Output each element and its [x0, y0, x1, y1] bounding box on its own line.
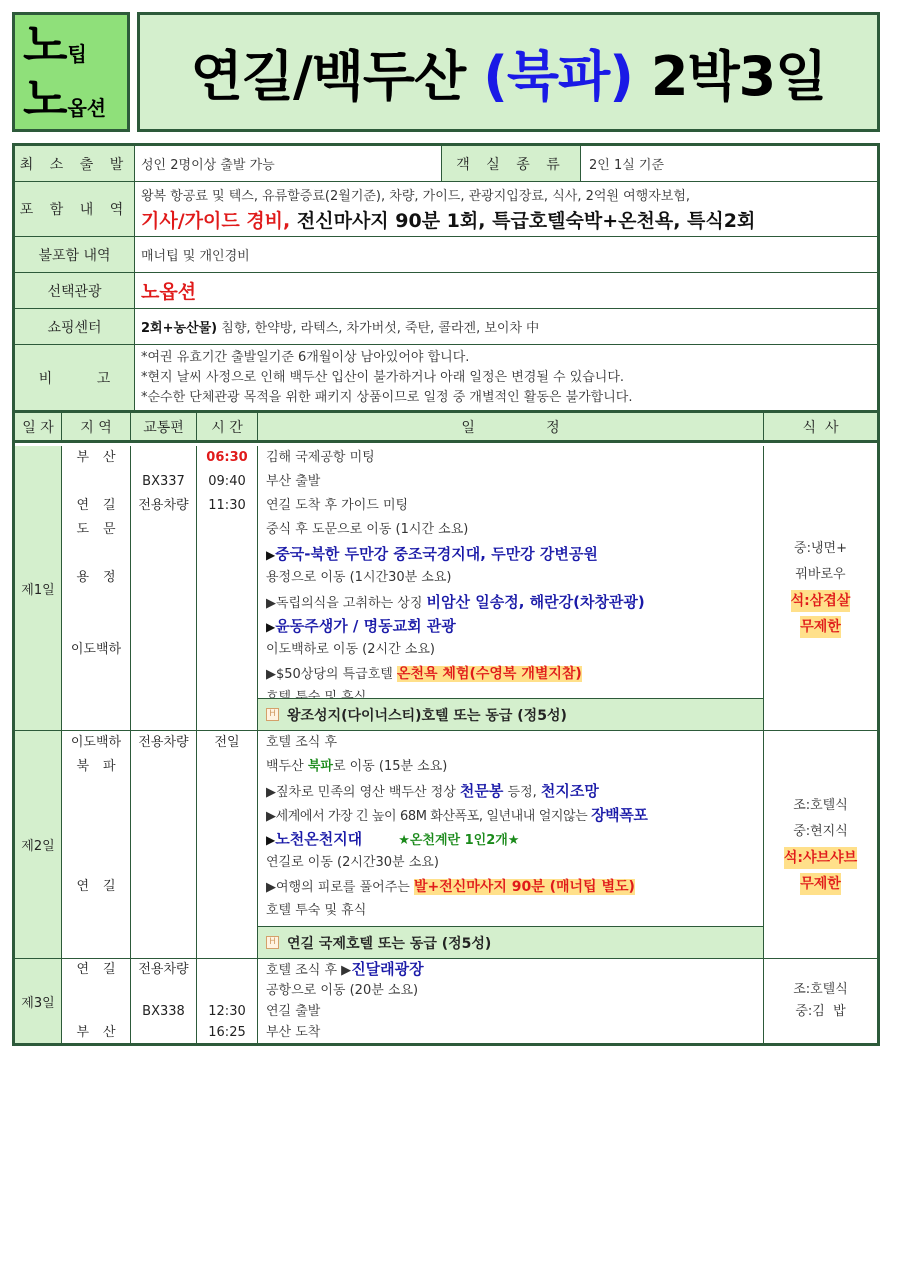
- info-row-included: [15, 182, 877, 237]
- hotel-name: 왕조성지(다이너스티)호텔 또는 동급 (정5성): [287, 707, 567, 724]
- time-value: 전일: [214, 735, 240, 750]
- attraction-name: 천지조망: [540, 782, 599, 800]
- note-line: *현지 날씨 사정으로 인해 백두산 입산이 불가하거나 아래 일정은 변경될 수 있습니다.: [141, 370, 625, 385]
- transport-item: [131, 980, 196, 1001]
- itinerary-item: [258, 875, 763, 899]
- itinerary-item: [258, 803, 763, 827]
- itinerary-text: ▶독립의식을 고취하는 상징: [266, 596, 427, 611]
- value-included: [135, 182, 877, 236]
- meal-cell: [764, 446, 877, 730]
- region-name: [62, 470, 130, 494]
- note-line: *여권 유효기간 출발일기준 6개월이상 남아있어야 합니다.: [141, 350, 470, 365]
- title-banner: [137, 12, 880, 132]
- day-label: 제1일: [15, 446, 62, 730]
- label-notes: 비 고: [15, 345, 135, 411]
- region-name: [62, 1001, 130, 1022]
- time-value: [197, 959, 257, 980]
- itinerary-item: [258, 779, 763, 803]
- schedule-header: [15, 413, 877, 443]
- label-excluded: 불포함 내역: [15, 237, 135, 272]
- flight-number: BX338: [142, 1004, 185, 1019]
- itinerary-item: 이도백하로 이동 (2시간 소요): [266, 642, 435, 657]
- time-value: 06:30: [206, 450, 248, 465]
- itinerary-text: ▶$50상당의 특급호텔: [266, 667, 397, 682]
- region-name: 이도백하: [70, 642, 122, 657]
- transport-item: 전용차량: [138, 498, 189, 513]
- label-optional: 선택관광: [15, 273, 135, 308]
- itinerary-cell: [258, 959, 764, 1043]
- value-optional: 노옵션: [141, 281, 197, 303]
- meal-cell: [764, 959, 877, 1043]
- itinerary-item: [258, 662, 763, 686]
- itinerary-text: 등정,: [503, 785, 541, 800]
- attraction-name: 장백폭포: [591, 806, 648, 824]
- logo-small-text: 옵션: [67, 96, 107, 120]
- meal-item: 중:김 밥: [795, 1004, 846, 1019]
- itinerary-item: 호텔 투숙 및 휴식: [266, 903, 367, 918]
- included-line-2: [141, 206, 871, 233]
- label-shopping: 쇼핑센터: [15, 309, 135, 344]
- time-value: 11:30: [208, 498, 246, 513]
- day-row-3: [15, 959, 877, 1043]
- meal-item: 조:호텔식: [793, 797, 848, 813]
- logo-big-text: 노: [23, 72, 66, 126]
- label-room-type: 객 실 종 류: [441, 146, 581, 181]
- transport-item: 전용차량: [138, 962, 189, 977]
- region-name: 이도백하: [70, 735, 122, 750]
- region-name: 북파: [76, 759, 130, 774]
- transport-item: [131, 446, 196, 470]
- shopping-list: 침향, 한약방, 라텍스, 차가버섯, 죽탄, 콜라겐, 보이차 中: [221, 321, 540, 336]
- meal-cell: [764, 731, 877, 958]
- itinerary-cell: [258, 731, 764, 958]
- itinerary-item: [258, 755, 763, 779]
- itinerary-item: 김해 국제공항 미팅: [266, 450, 375, 465]
- shopping-count: 2회+농산물): [141, 321, 218, 336]
- region-name: [62, 779, 130, 803]
- region-name: [62, 614, 130, 638]
- attraction-name: 중국-북한 두만강 중조국경지대, 두만강 강변공원: [275, 545, 598, 563]
- logo-line-1: [23, 18, 127, 72]
- header-day: 일 자: [15, 413, 62, 440]
- included-bold-text: 전신마사지 90분 1회, 특급호텔숙박+온천욕, 특식2회: [296, 210, 756, 232]
- included-line-1: 왕복 항공료 및 텍스, 유류할증료(2월기준), 차량, 가이드, 관광지입장료, 식사, 2억원 여행자보험,: [141, 189, 691, 204]
- region-name: [62, 542, 130, 566]
- info-row-notes: [15, 345, 877, 411]
- value-room-type: 2인 1실 기준: [589, 158, 665, 173]
- region-cell: [62, 731, 131, 958]
- region-name: 연길: [76, 879, 130, 894]
- logo: [12, 12, 130, 132]
- info-row-optional: [15, 273, 877, 309]
- highlight-text: 발+전신마사지 90분 (매너팁 별도): [413, 879, 635, 895]
- meal-highlight: 무제한: [800, 873, 841, 895]
- itinerary-text: 백두산: [266, 759, 308, 774]
- title-duration: 2박3일: [650, 44, 827, 108]
- region-name: [62, 980, 130, 1001]
- transport-item: [131, 1022, 196, 1043]
- itinerary-item: 연길 도착 후 가이드 미팅: [266, 498, 409, 513]
- region-cell: [62, 446, 131, 730]
- itinerary-item: 연길 출발: [266, 1004, 321, 1019]
- label-included: 포 함 내 역: [15, 182, 135, 236]
- included-highlight: 기사/가이드 경비,: [141, 210, 291, 232]
- itinerary-item: 중식 후 도문으로 이동 (1시간 소요): [266, 522, 469, 537]
- header-itinerary: 일 정: [258, 413, 764, 440]
- region-name: 용정: [76, 570, 130, 585]
- transport-item: 전용차량: [138, 735, 189, 750]
- transport-cell: [131, 446, 197, 730]
- arrow-icon: ▶: [266, 548, 276, 562]
- attraction-name: 노천온천지대: [275, 830, 363, 848]
- transport-cell: [131, 959, 197, 1043]
- day-label: 제3일: [15, 959, 62, 1043]
- flight-number: BX337: [142, 474, 185, 489]
- value-excluded: 매너팁 및 개인경비: [141, 249, 250, 264]
- logo-line-2: [23, 72, 127, 126]
- itinerary-cell: [258, 446, 764, 730]
- info-row-excluded: [15, 237, 877, 273]
- meal-item: 중:현지식: [793, 823, 848, 839]
- time-cell: [197, 446, 258, 730]
- itinerary-text: ▶여행의 피로를 풀어주는: [266, 880, 414, 895]
- value-min-departure: 성인 2명이상 출발 가능: [141, 158, 275, 173]
- time-cell: [197, 731, 258, 958]
- logo-big-text: 노: [23, 18, 66, 72]
- title-destination: 연길/백두산: [190, 44, 466, 108]
- region-name: 부산: [76, 1025, 130, 1040]
- region-name: [62, 590, 130, 614]
- meal-highlight: 무제한: [800, 616, 841, 638]
- arrow-icon: ▶: [266, 833, 276, 847]
- itinerary-text: ▶세계에서 가장 긴 높이 68M 화산폭포, 일년내내 얼지않는: [266, 809, 592, 824]
- hotel-row: [258, 698, 763, 730]
- meal-highlight: 석:샤브샤브: [784, 847, 857, 869]
- header-region: 지 역: [62, 413, 131, 440]
- route-name: 북파: [307, 759, 333, 774]
- info-table: [12, 143, 880, 411]
- region-name: [62, 827, 130, 851]
- itinerary-text: 로 이동 (15분 소요): [332, 759, 448, 774]
- attraction-name: 윤동주생가 / 명동교회 관광: [275, 617, 456, 635]
- value-notes: [135, 345, 877, 411]
- itinerary-item: 연길로 이동 (2시간30분 소요): [266, 855, 439, 870]
- day-label: 제2일: [15, 731, 62, 958]
- schedule-table: [12, 410, 880, 1046]
- header-time: 시 간: [197, 413, 258, 440]
- note-line: *순수한 단체관광 목적을 위한 패키지 상품이므로 일정 중 개별적인 활동은 불가합니다.: [141, 390, 633, 405]
- region-name: [62, 803, 130, 827]
- time-value: 09:40: [208, 474, 246, 489]
- page-title: [191, 34, 827, 111]
- meal-item: 조:호텔식: [793, 982, 848, 997]
- itinerary-item: 호텔 조식 후: [266, 735, 338, 750]
- region-name: 연길: [76, 962, 130, 977]
- meal-highlight: 석:삼겹살: [791, 590, 851, 612]
- time-value: 16:25: [208, 1025, 246, 1040]
- header-transport: 교통편: [131, 413, 197, 440]
- hotel-icon: H: [266, 708, 279, 721]
- itinerary-text: 호텔 조식 후 ▶: [266, 963, 352, 978]
- hotel-name: 연길 국제호텔 또는 동급 (정5성): [287, 935, 492, 952]
- transport-cell: [131, 731, 197, 958]
- attraction-name: 비암산 일송정, 해란강(차창관광): [426, 593, 645, 611]
- time-value: 12:30: [208, 1004, 246, 1019]
- day-row-1: [15, 446, 877, 731]
- attraction-name: 천문봉: [459, 782, 504, 800]
- region-name: 연길: [76, 498, 130, 513]
- time-cell: [197, 959, 258, 1043]
- info-row-min-departure: [15, 146, 877, 182]
- itinerary-item: 부산 도착: [266, 1025, 321, 1040]
- itinerary-item: [258, 542, 763, 566]
- attraction-name: 진달래광장: [351, 960, 424, 978]
- itinerary-item: [258, 959, 763, 980]
- bonus-text: ★온천계란 1인2개★: [398, 833, 520, 848]
- value-shopping: [135, 309, 877, 344]
- arrow-icon: ▶: [266, 620, 276, 634]
- region-name: 부산: [76, 450, 130, 465]
- itinerary-text: ▶짚차로 민족의 영산 백두산 정상: [266, 785, 460, 800]
- meal-item: 꿔바로우: [795, 567, 846, 582]
- region-cell: [62, 959, 131, 1043]
- region-name: 도문: [76, 522, 130, 537]
- itinerary-item: 부산 출발: [266, 474, 321, 489]
- header-meal: 식 사: [802, 419, 839, 436]
- itinerary-item: [258, 614, 763, 638]
- logo-small-text: 팁: [67, 42, 87, 66]
- time-value: [197, 980, 257, 1001]
- itinerary-item: [258, 827, 763, 851]
- itinerary-item: 공항으로 이동 (20분 소요): [266, 983, 419, 998]
- title-route: (북파): [483, 44, 633, 108]
- highlight-text: 온천욕 체험(수영복 개별지참): [396, 666, 582, 682]
- day-row-2: [15, 731, 877, 959]
- region-name: [62, 851, 130, 875]
- itinerary-item: [258, 590, 763, 614]
- itinerary-item: 용정으로 이동 (1시간30분 소요): [266, 570, 452, 585]
- hotel-icon: H: [266, 936, 279, 949]
- label-min-departure: 최 소 출 발: [15, 146, 135, 181]
- hotel-row: [258, 926, 763, 958]
- info-row-shopping: [15, 309, 877, 345]
- meal-item: 중:냉면+: [794, 541, 847, 556]
